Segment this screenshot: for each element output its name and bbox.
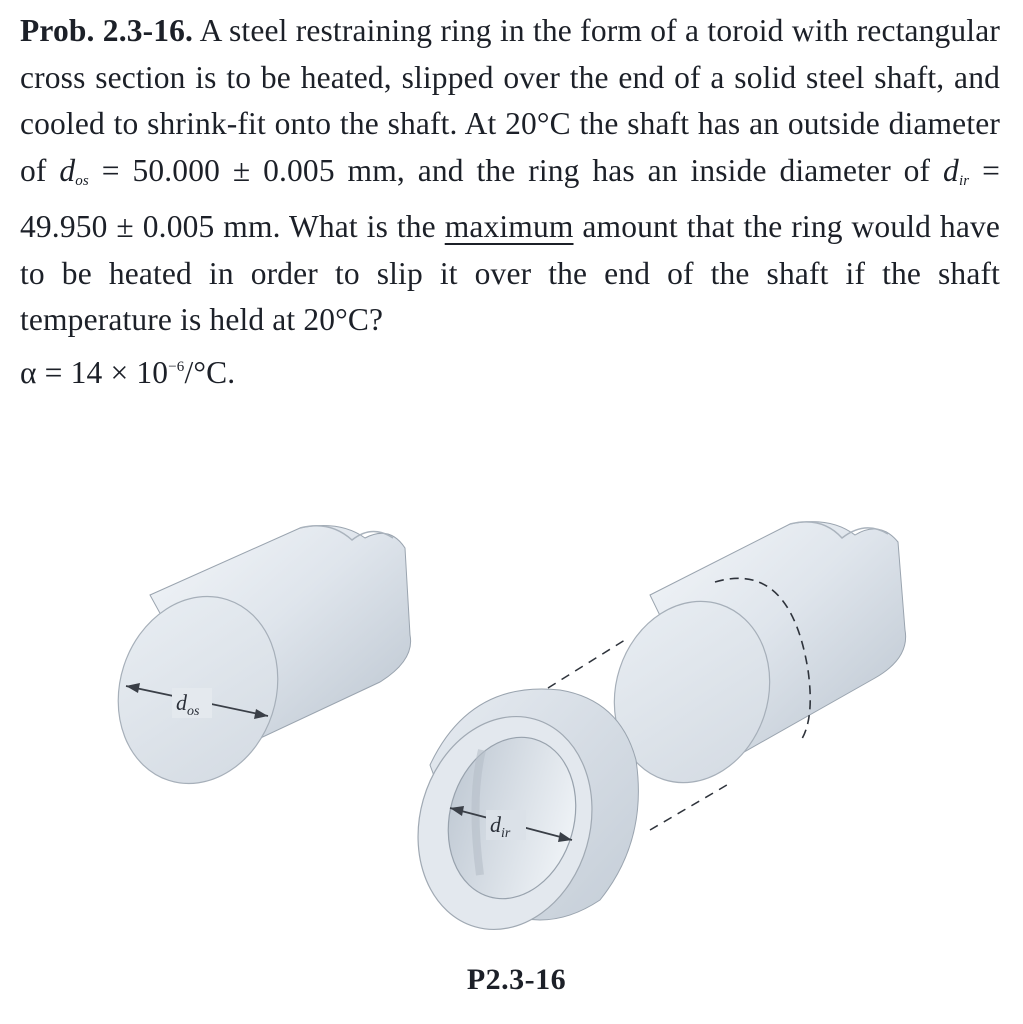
problem-text-2: amount that the ring would have to be heated in order to slip it over the end of the shaft if the shaft temperature is held at 20°C? [20, 209, 1000, 337]
figure-caption: P2.3-16 [466, 963, 567, 996]
alpha-expression: α = 14 × 10 [20, 354, 169, 390]
problem-label: Prob. 2.3-16. [20, 13, 194, 48]
d-os-symbol: d [59, 152, 76, 188]
d-ir-subscript: ir [958, 172, 970, 189]
d-os-label: $d_{os}$ [176, 690, 200, 719]
left-shaft [94, 526, 410, 805]
projection-line-bottom [650, 782, 732, 830]
right-shaft [591, 522, 905, 803]
d-ir-value: = 49.950 ± 0.005 mm. What is the [20, 152, 1000, 244]
problem-text-1: A steel restraining ring in the form of a toroid with rectangular cross section is to be heated, slipped over the end of a solid steel shaft, and cooled to shrink-fit onto the shaft. At 20°C the shaft has an outside diameter of [20, 13, 1000, 188]
alpha-exponent: −6 [168, 358, 185, 375]
d-os-subscript: os [75, 172, 89, 189]
shaft-ring-figure [0, 420, 1023, 960]
d-ir-symbol: d [943, 152, 959, 188]
d-os-value: = 50.000 ± 0.005 mm, and the ring has an inside diameter of [101, 152, 931, 188]
problem-statement [20, 8, 1000, 396]
emphasis-maximum: maximum [444, 209, 574, 244]
restraining-ring [394, 689, 639, 950]
d-ir-label: $d_{ir}$ [490, 812, 511, 841]
alpha-unit: /°C. [184, 354, 236, 390]
